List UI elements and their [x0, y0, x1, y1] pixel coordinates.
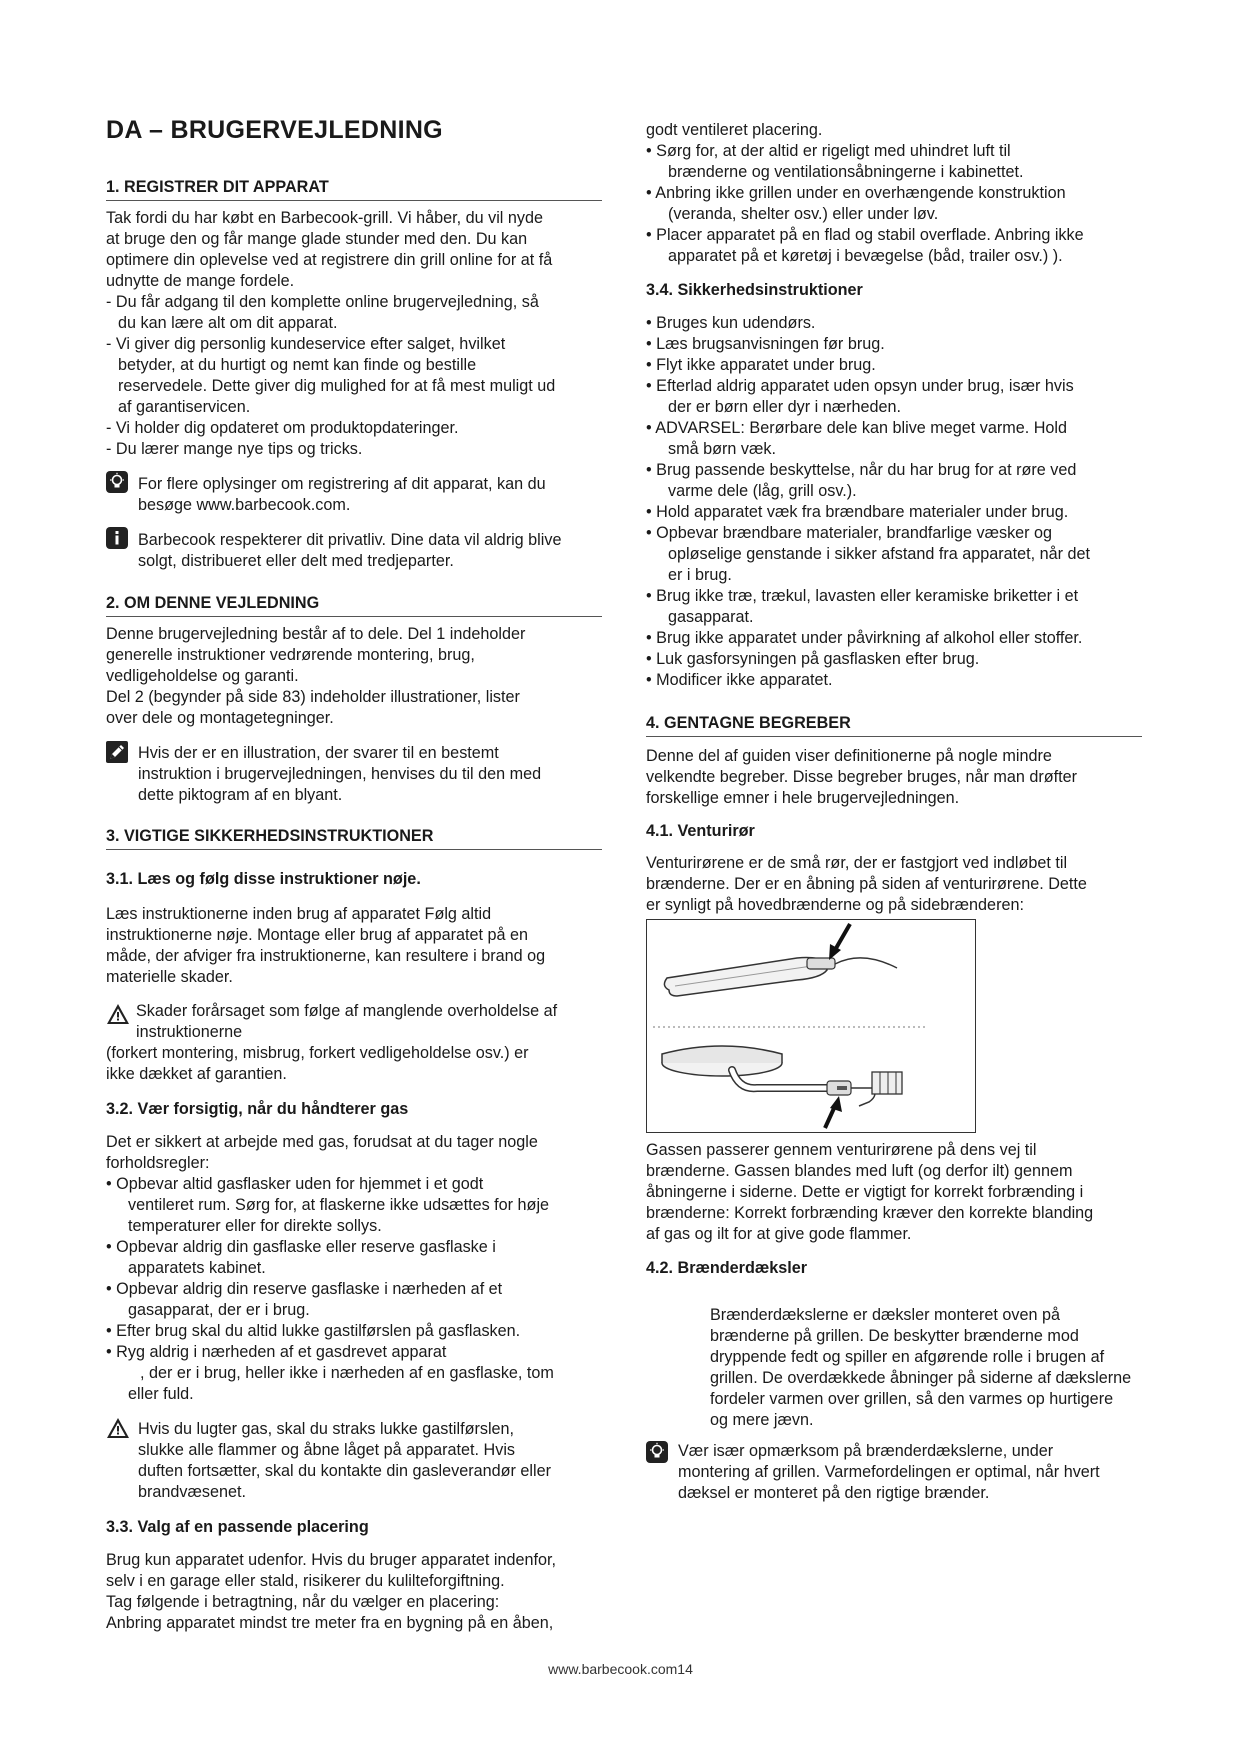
- text-line: fordeler varmen over grillen, så den varmes op hurtigere: [710, 1390, 1114, 1408]
- section-4-heading: 4. GENTAGNE BEGREBER: [646, 714, 851, 732]
- info-text: solgt, distribueret eller delt med tredjeparter.: [138, 552, 454, 570]
- tip-text: besøge www.barbecook.com.: [138, 496, 351, 514]
- tip-text: For flere oplysinger om registrering af dit apparat, kan du: [138, 475, 546, 493]
- text-line: velkendte begreber. Disse begreber bruges, når man drøfter: [646, 768, 1077, 786]
- text-line: af gas og ilt for at give gode flammer.: [646, 1225, 912, 1243]
- list-item: • Ryg aldrig i nærheden af et gasdrevet apparat: [106, 1343, 447, 1361]
- text-line: gasapparat.: [668, 608, 754, 626]
- section-3-heading: 3. VIGTIGE SIKKERHEDSINSTRUKTIONER: [106, 827, 434, 845]
- list-item: • Brug ikke apparatet under påvirkning af alkohol eller stoffer.: [646, 629, 1083, 647]
- text-line: er i brug.: [668, 566, 732, 584]
- warning-text: (forkert montering, misbrug, forkert vedligeholdelse osv.) er: [106, 1044, 529, 1062]
- text-line: brænderne og ventilationsåbningerne i kabinettet.: [668, 163, 1024, 181]
- text-line: Gassen passerer gennem venturirørene på dens vej til: [646, 1141, 1037, 1159]
- text-line: varme dele (låg, grill osv.).: [668, 482, 857, 500]
- venturi-illustration: [647, 920, 974, 1131]
- text-line: brænderne. Gassen blandes med luft (og derfor ilt) gennem: [646, 1162, 1073, 1180]
- text-line: er synligt på hovedbrænderne og på sidebrænderen:: [646, 896, 1024, 914]
- text-line: reservedele. Dette giver dig mulighed for at få mest muligt ud: [118, 377, 556, 395]
- footer-url[interactable]: www.barbecook.com14: [548, 1661, 693, 1677]
- info-icon: [106, 527, 128, 549]
- text-line: brænderne på grillen. De beskytter brænderne mod: [710, 1327, 1079, 1345]
- section-3-3-heading: 3.3. Valg af en passende placering: [106, 1518, 369, 1536]
- section-3-4-heading: 3.4. Sikkerhedsinstruktioner: [646, 281, 863, 299]
- list-item: • Luk gasforsyningen på gasflasken efter brug.: [646, 650, 980, 668]
- list-item: • Opbevar altid gasflasker uden for hjemmet i et godt: [106, 1175, 484, 1193]
- section-3-1-heading: 3.1. Læs og følg disse instruktioner nøje.: [106, 870, 421, 888]
- list-item: - Vi holder dig opdateret om produktopdateringer.: [106, 419, 459, 437]
- text-line: Det er sikkert at arbejde med gas, forudsat at du tager nogle: [106, 1133, 538, 1151]
- list-item: • Opbevar aldrig din reserve gasflaske i nærheden af et: [106, 1280, 503, 1298]
- text-line: Denne brugervejledning består af to dele. Del 1 indeholder: [106, 625, 526, 643]
- text-line: temperaturer eller for direkte sollys.: [128, 1217, 382, 1235]
- text-line: selv i en garage eller stald, risikerer du kulilteforgiftning.: [106, 1572, 505, 1590]
- text-line: Brug kun apparatet udenfor. Hvis du bruger apparatet indenfor,: [106, 1551, 556, 1569]
- list-item: • Anbring ikke grillen under en overhængende konstruktion: [646, 184, 1066, 202]
- text-line: Tak fordi du har købt en Barbecook-grill. Vi håber, du vil nyde: [106, 209, 543, 227]
- lightbulb-tip-icon: [106, 471, 128, 493]
- list-item: • Sørg for, at der altid er rigeligt med uhindret luft til: [646, 142, 1011, 160]
- list-item: • Opbevar brændbare materialer, brandfarlige væsker og: [646, 524, 1053, 542]
- text-line: af garantiservicen.: [118, 398, 251, 416]
- text-line: at bruge den og får mange glade stunder med den. Du kan: [106, 230, 528, 248]
- list-item: - Vi giver dig personlig kundeservice efter salget, hvilket: [106, 335, 506, 353]
- text-line: betyder, at du hurtigt og nemt kan finde og bestille: [118, 356, 477, 374]
- venturi-figure: [646, 919, 976, 1133]
- list-item: • Hold apparatet væk fra brændbare materialer under brug.: [646, 503, 1069, 521]
- text-line: apparatets kabinet.: [128, 1259, 266, 1277]
- list-item: • Efterlad aldrig apparatet uden opsyn under brug, især hvis: [646, 377, 1074, 395]
- text-line: forholdsregler:: [106, 1154, 210, 1172]
- section-4-1-heading: 4.1. Venturirør: [646, 822, 755, 840]
- warning-icon: [106, 1003, 130, 1025]
- section-3-2-heading: 3.2. Vær forsigtig, når du håndterer gas: [106, 1100, 409, 1118]
- text-line: instruktionerne nøje. Montage eller brug af apparatet på en: [106, 926, 529, 944]
- list-item: - Du får adgang til den komplette online brugervejledning, så: [106, 293, 539, 311]
- list-item: • Opbevar aldrig din gasflaske eller reserve gasflaske i: [106, 1238, 496, 1256]
- warning-text: slukke alle flammer og åbne låget på apparatet. Hvis: [138, 1441, 516, 1459]
- section-divider: [646, 736, 1142, 737]
- section-divider: [106, 616, 602, 617]
- text-line: materielle skader.: [106, 968, 233, 986]
- text-line: du kan lære alt om dit apparat.: [118, 314, 338, 332]
- text-line: brænderne. Der er en åbning på siden af venturirørene. Dette: [646, 875, 1087, 893]
- warning-text: brandvæsenet.: [138, 1483, 246, 1501]
- text-line: dryppende fedt og spiller en afgørende rolle i brugen af: [710, 1348, 1105, 1366]
- text-line: eller fuld.: [128, 1385, 194, 1403]
- text-line: brænderne: Korrekt forbrænding kræver den korrekte blanding: [646, 1204, 1094, 1222]
- list-item: • Brug passende beskyttelse, når du har brug for at røre ved: [646, 461, 1077, 479]
- list-item: • Bruges kun udendørs.: [646, 314, 816, 332]
- text-line: små børn væk.: [668, 440, 776, 458]
- list-item: • Modificer ikke apparatet.: [646, 671, 833, 689]
- tip-text: dæksel er monteret på den rigtige brænder.: [678, 1484, 990, 1502]
- list-item: • Placer apparatet på en flad og stabil overflade. Anbring ikke: [646, 226, 1084, 244]
- text-line: (veranda, shelter osv.) eller under løv.: [668, 205, 939, 223]
- text-line: grillen. De overdækkede åbninger på siderne af dækslerne: [710, 1369, 1132, 1387]
- text-line: apparatet på et køretøj i bevægelse (båd, trailer osv.) ).: [668, 247, 1063, 265]
- text-line: og mere jævn.: [710, 1411, 814, 1429]
- warning-text: instruktionerne: [136, 1023, 243, 1041]
- pencil-note-text: dette piktogram af en blyant.: [138, 786, 343, 804]
- text-line: gasapparat, der er i brug.: [128, 1301, 310, 1319]
- warning-text: Skader forårsaget som følge af manglende overholdelse af: [136, 1002, 558, 1020]
- section-divider: [106, 849, 602, 850]
- text-line: generelle instruktioner vedrørende montering, brug,: [106, 646, 475, 664]
- text-line: Anbring apparatet mindst tre meter fra en bygning på en åben,: [106, 1614, 554, 1632]
- text-line: ventileret rum. Sørg for, at flaskerne ikke udsættes for høje: [128, 1196, 550, 1214]
- text-line: åbningerne i siderne. Dette er vigtigt for korrekt forbrænding i: [646, 1183, 1084, 1201]
- warning-icon: [106, 1417, 130, 1439]
- list-item: • Efter brug skal du altid lukke gastilførslen på gasflasken.: [106, 1322, 521, 1340]
- text-line: vedligeholdelse og garanti.: [106, 667, 299, 685]
- section-1-heading: 1. REGISTRER DIT APPARAT: [106, 178, 329, 196]
- list-item: • ADVARSEL: Berørbare dele kan blive meget varme. Hold: [646, 419, 1068, 437]
- text-line: Læs instruktionerne inden brug af apparatet Følg altid: [106, 905, 492, 923]
- pencil-icon: [106, 741, 128, 763]
- text-line: optimere din oplevelse ved at registrere din grill online for at få: [106, 251, 553, 269]
- warning-text: Hvis du lugter gas, skal du straks lukke gastilførslen,: [138, 1420, 515, 1438]
- list-item: • Brug ikke træ, trækul, lavasten eller keramiske briketter i et: [646, 587, 1079, 605]
- pencil-note-text: Hvis der er en illustration, der svarer til en bestemt: [138, 744, 499, 762]
- text-line: , der er i brug, heller ikke i nærheden af en gasflaske, tom: [140, 1364, 554, 1382]
- text-line: Brænderdækslerne er dæksler monteret oven på: [710, 1306, 1060, 1324]
- text-line: over dele og montagetegninger.: [106, 709, 334, 727]
- list-item: • Flyt ikke apparatet under brug.: [646, 356, 876, 374]
- text-line: Venturirørene er de små rør, der er fastgjort ved indløbet til: [646, 854, 1068, 872]
- section-4-2-heading: 4.2. Brænderdæksler: [646, 1259, 808, 1277]
- section-2-heading: 2. OM DENNE VEJLEDNING: [106, 594, 320, 612]
- text-line: opløselige genstande i sikker afstand fra apparatet, når det: [668, 545, 1091, 563]
- tip-text: Vær især opmærksom på brænderdækslerne, under: [678, 1442, 1054, 1460]
- info-text: Barbecook respekterer dit privatliv. Dine data vil aldrig blive: [138, 531, 562, 549]
- text-line: Tag følgende i betragtning, når du vælger en placering:: [106, 1593, 500, 1611]
- text-line: udnytte de mange fordele.: [106, 272, 295, 290]
- text-line: Del 2 (begynder på side 83) indeholder illustrationer, lister: [106, 688, 520, 706]
- page-title: DA – BRUGERVEJLEDNING: [106, 116, 443, 144]
- pencil-note-text: instruktion i brugervejledningen, henvises du til den med: [138, 765, 542, 783]
- list-item: - Du lærer mange nye tips og tricks.: [106, 440, 363, 458]
- section-divider: [106, 200, 602, 201]
- warning-text: duften fortsætter, skal du kontakte din gasleverandør eller: [138, 1462, 552, 1480]
- text-line: måde, der afviger fra instruktionerne, kan resultere i brand og: [106, 947, 546, 965]
- lightbulb-tip-icon: [646, 1441, 668, 1463]
- text-line: godt ventileret placering.: [646, 121, 823, 139]
- list-item: • Læs brugsanvisningen før brug.: [646, 335, 885, 353]
- text-line: der er børn eller dyr i nærheden.: [668, 398, 902, 416]
- text-line: forskellige emner i hele brugervejledningen.: [646, 789, 960, 807]
- text-line: Denne del af guiden viser definitionerne på nogle mindre: [646, 747, 1052, 765]
- tip-text: montering af grillen. Varmefordelingen er optimal, når hvert: [678, 1463, 1100, 1481]
- warning-text: ikke dækket af garantien.: [106, 1065, 287, 1083]
